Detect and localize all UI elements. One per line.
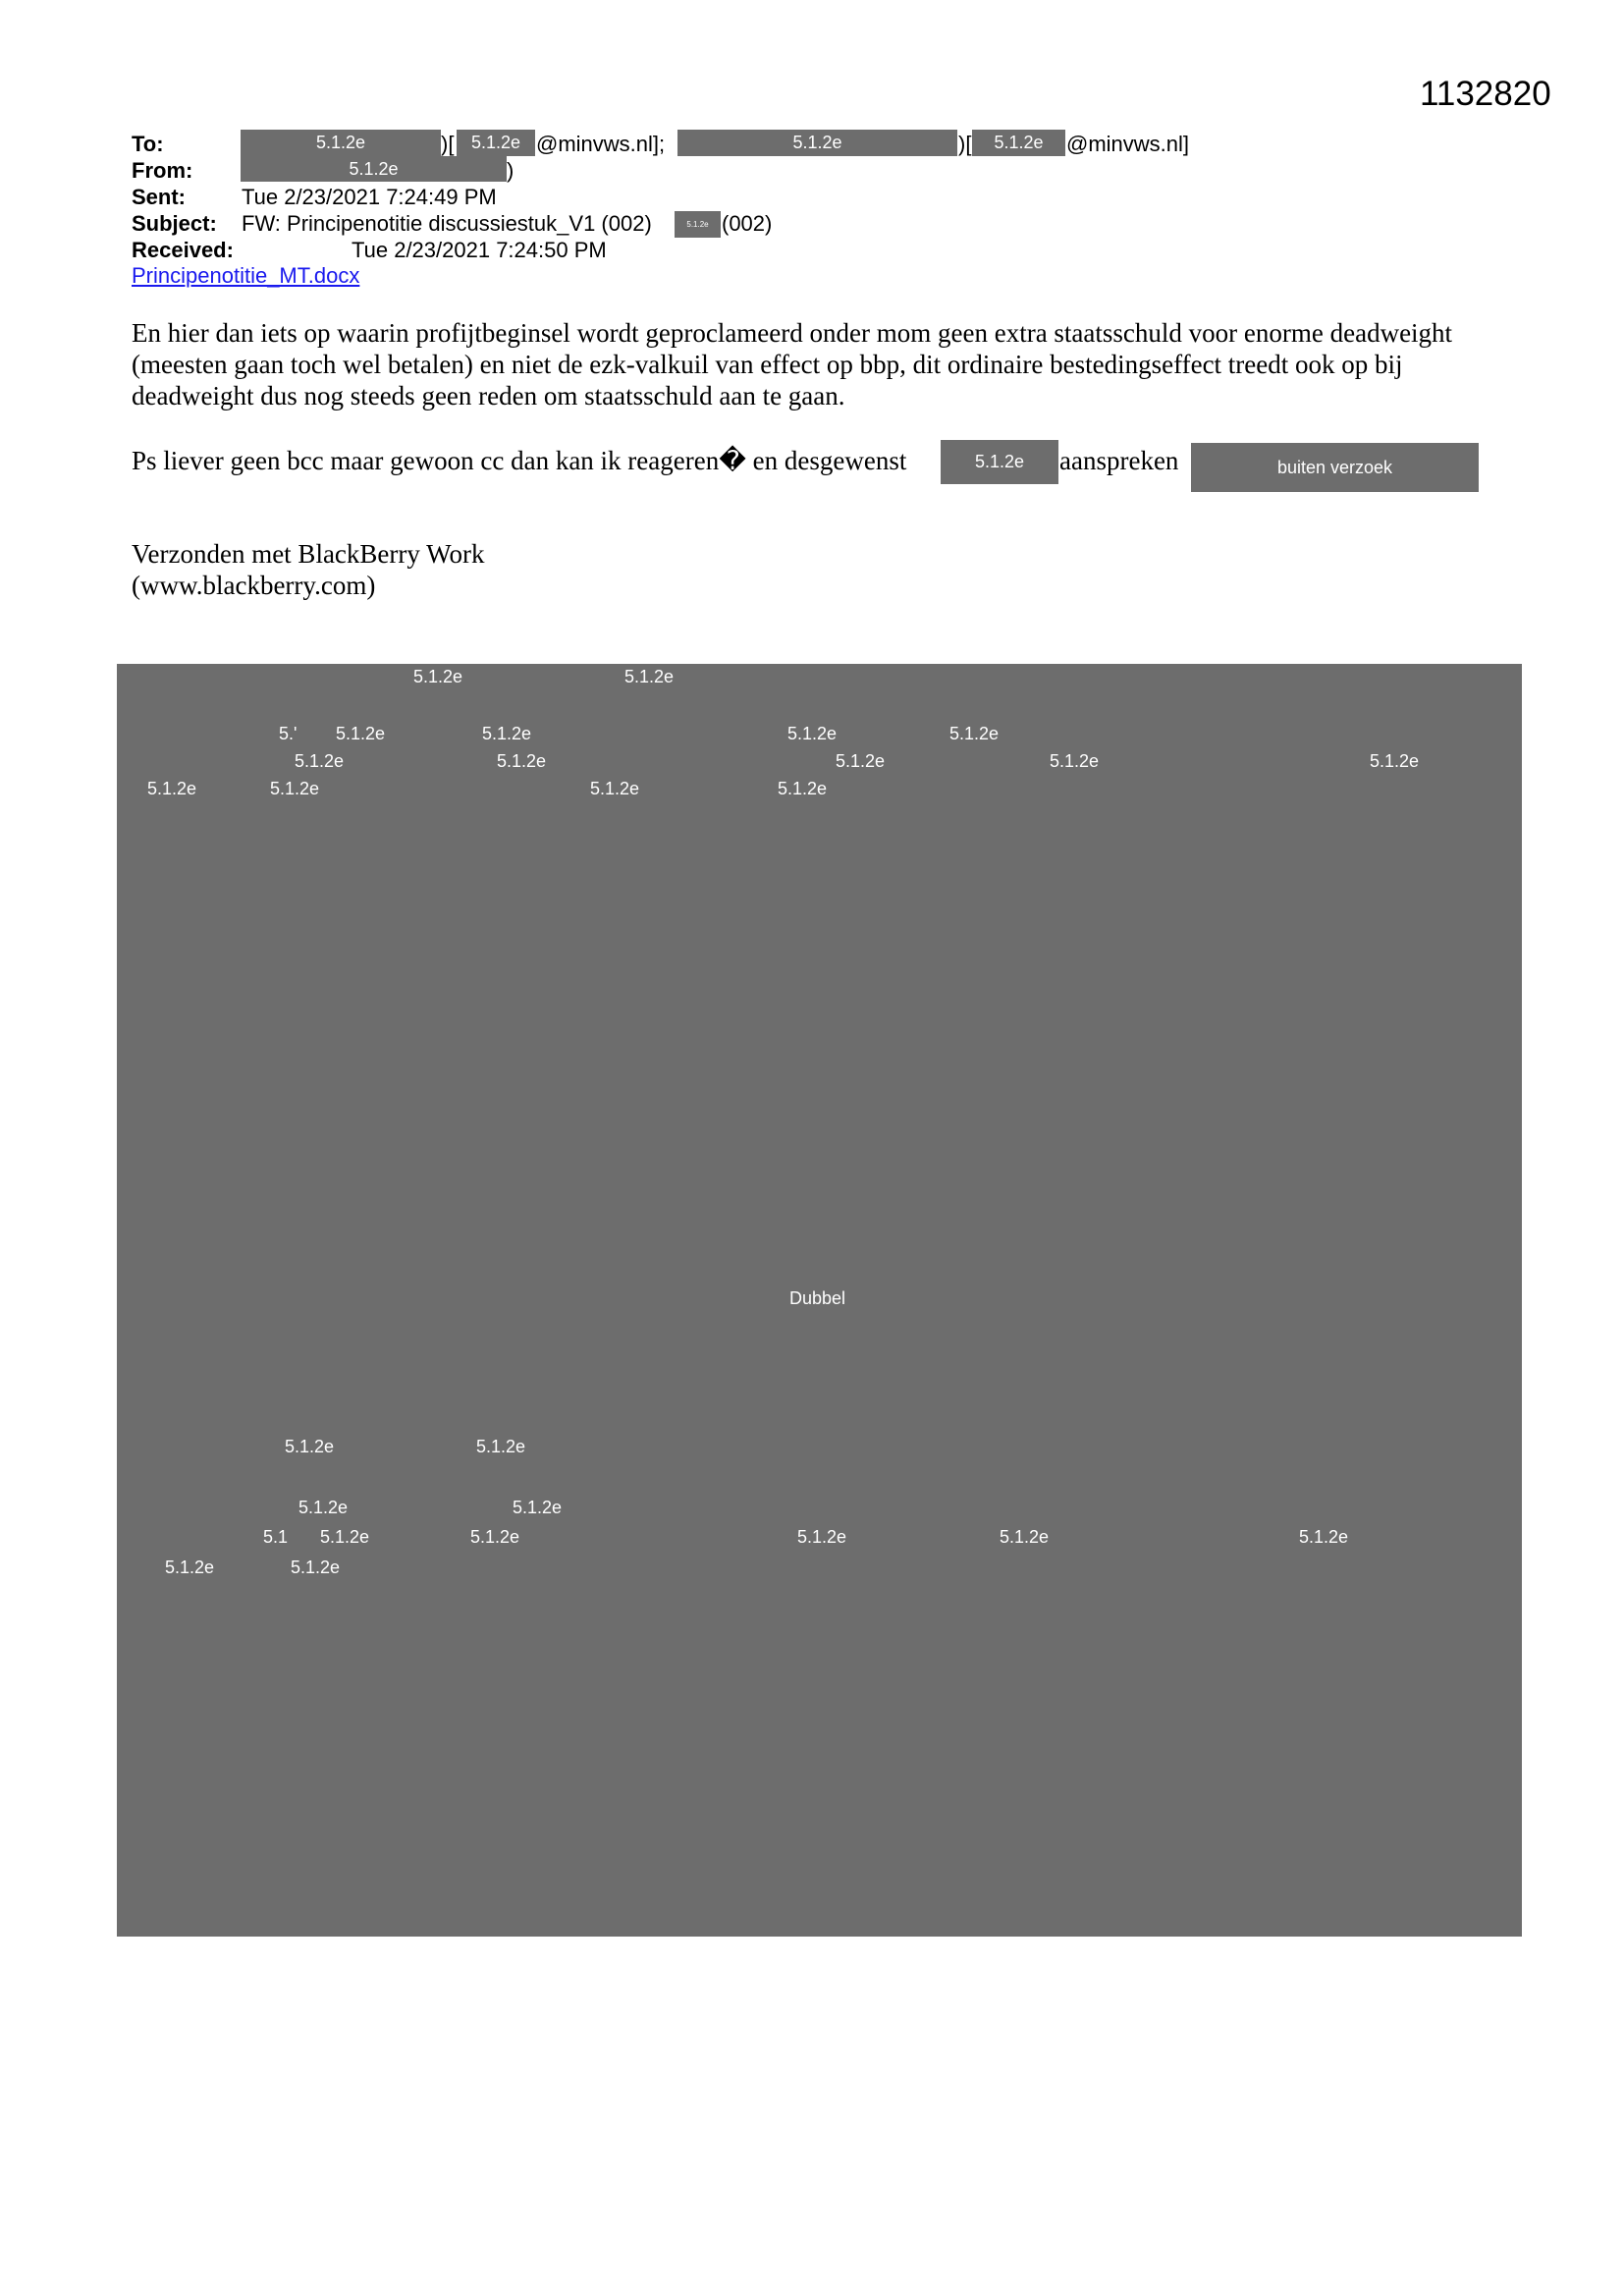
signature-line-1: Verzonden met BlackBerry Work bbox=[132, 539, 485, 569]
redacted-block-label: 5.1.2e bbox=[482, 724, 532, 743]
attachment-link[interactable]: Principenotitie_MT.docx bbox=[132, 263, 360, 288]
redacted-block-label: 5.1.2e bbox=[298, 1498, 349, 1517]
body-paragraph-2-end: aanspreken bbox=[1059, 446, 1179, 475]
redacted-block-label: 5.1.2e bbox=[147, 779, 197, 798]
redacted-block-label: 5.1.2e bbox=[590, 779, 640, 798]
outside-request-redaction: buiten verzoek bbox=[1191, 443, 1479, 492]
redacted-block-label: 5.1.2e bbox=[1050, 751, 1100, 771]
redacted-block-label: 5.1.2e bbox=[291, 1558, 341, 1577]
redacted-block-label: 5.1.2e bbox=[1299, 1527, 1349, 1547]
body-paragraph-2-start: Ps liever geen bcc maar gewoon cc dan kan ik reageren� en desgewenst bbox=[132, 446, 907, 475]
redacted-block-label: 5.1.2e bbox=[949, 724, 1000, 743]
sent-label: Sent: bbox=[132, 185, 186, 209]
redacted-block-label: 5.1.2e bbox=[336, 724, 386, 743]
received-value: Tue 2/23/2021 7:24:50 PM bbox=[352, 238, 607, 262]
redacted-block-label: 5.1.2e bbox=[778, 779, 828, 798]
body-paragraph-1: En hier dan iets op waarin profijtbeginsel wordt geproclameerd onder mom geen extra staatsschuld voor enorme deadweight (meesten gaan toch wel betalen) en niet de ezk-valkuil van effect op bbp, dit ordinaire bestedingseffect treedt ook op bij deadweight dus nog steeds geen reden om staatsschuld aan te gaan. bbox=[132, 318, 1453, 410]
redacted-block-label: 5.1.2e bbox=[476, 1437, 526, 1456]
to-recipient-1-bracket: )[ bbox=[441, 132, 455, 156]
received-label: Received: bbox=[132, 238, 234, 262]
from-redaction: 5.1.2e bbox=[241, 156, 507, 182]
subject-value-prefix: FW: Principenotitie discussiestuk_V1 (002) bbox=[242, 211, 652, 236]
to-recipient-2-email-redaction: 5.1.2e bbox=[972, 130, 1065, 156]
redacted-block-label: 5.1.2e bbox=[165, 1558, 215, 1577]
to-label: To: bbox=[132, 132, 164, 156]
redacted-block-label: 5.1.2e bbox=[320, 1527, 370, 1547]
body-redaction: 5.1.2e bbox=[941, 440, 1058, 484]
subject-value-suffix: (002) bbox=[722, 211, 773, 236]
redacted-block-label: 5.' bbox=[279, 724, 298, 743]
redacted-block-label: 5.1.2e bbox=[797, 1527, 847, 1547]
redacted-block-label: 5.1.2e bbox=[836, 751, 886, 771]
to-recipient-1-name-redaction: 5.1.2e bbox=[241, 130, 441, 156]
redacted-block-label: 5.1.2e bbox=[285, 1437, 335, 1456]
redacted-block-label: 5.1.2e bbox=[497, 751, 547, 771]
from-close-paren: ) bbox=[507, 158, 514, 183]
subject-label: Subject: bbox=[132, 211, 217, 236]
to-recipient-2-bracket: )[ bbox=[958, 132, 972, 156]
redacted-block-label: 5.1.2e bbox=[624, 667, 675, 686]
redacted-block-label: 5.1.2e bbox=[1370, 751, 1420, 771]
document-number: 1132820 bbox=[1420, 75, 1551, 113]
redacted-block-label: 5.1.2e bbox=[513, 1498, 563, 1517]
redacted-duplicate-block bbox=[117, 664, 1522, 1937]
redacted-block-label: 5.1.2e bbox=[1000, 1527, 1050, 1547]
to-recipient-2-domain: @minvws.nl] bbox=[1066, 132, 1190, 156]
to-recipient-1-email-redaction: 5.1.2e bbox=[457, 130, 535, 156]
subject-redaction: 5.1.2e bbox=[675, 211, 721, 238]
from-label: From: bbox=[132, 158, 193, 183]
redacted-block-label: 5.1.2e bbox=[787, 724, 838, 743]
redacted-block-label: 5.1.2e bbox=[413, 667, 463, 686]
signature-line-2: (www.blackberry.com) bbox=[132, 571, 376, 600]
sent-value: Tue 2/23/2021 7:24:49 PM bbox=[242, 185, 497, 209]
redacted-block-label: 5.1 bbox=[263, 1527, 289, 1547]
redacted-block-label: 5.1.2e bbox=[270, 779, 320, 798]
redacted-block-label: 5.1.2e bbox=[470, 1527, 520, 1547]
redacted-block-center-label: Dubbel bbox=[789, 1288, 846, 1308]
to-recipient-1-domain: @minvws.nl]; bbox=[536, 132, 666, 156]
to-recipient-2-name-redaction: 5.1.2e bbox=[677, 130, 957, 156]
redacted-block-label: 5.1.2e bbox=[295, 751, 345, 771]
